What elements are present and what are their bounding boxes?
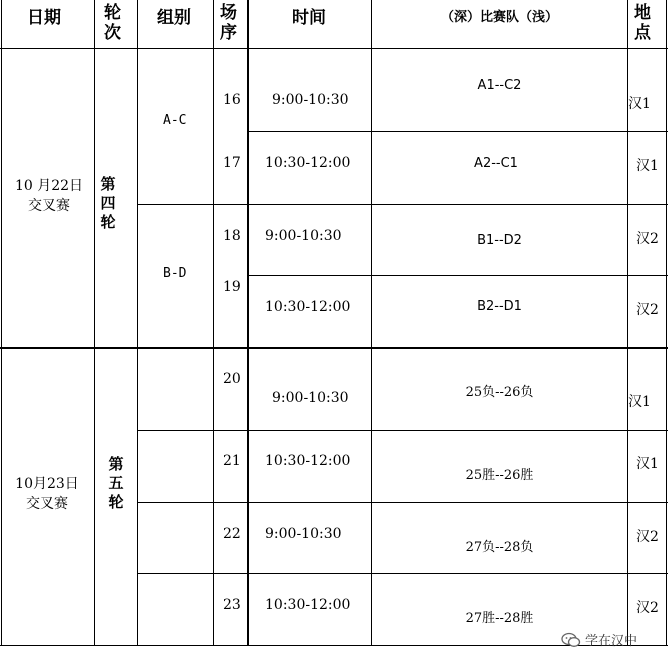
match-teams: 25负--26负: [465, 385, 534, 400]
match-time: 9:00-10:30: [265, 526, 342, 542]
header-time: 时间: [292, 8, 326, 28]
match-teams: A1--C2: [477, 78, 522, 93]
match-teams: A2--C1: [474, 156, 518, 171]
match-venue: 汉1: [636, 158, 659, 174]
match-venue: 汉1: [628, 394, 651, 410]
day-date-line2: 交叉赛: [28, 198, 70, 214]
match-venue: 汉1: [628, 96, 651, 112]
grid-line: [137, 0, 138, 646]
match-time: 10:30-12:00: [265, 597, 351, 613]
match-no: 18: [223, 228, 241, 244]
grid-line: [0, 347, 668, 349]
day-round: 第四轮: [100, 175, 116, 231]
match-venue: 汉2: [636, 231, 659, 247]
wechat-icon: [561, 632, 581, 648]
day-date: [2, 474, 92, 514]
match-time: 10:30-12:00: [265, 299, 351, 315]
match-teams: 27负--28负: [465, 540, 534, 555]
grid-line: [94, 0, 95, 646]
group-label: B-D: [163, 266, 187, 281]
match-teams: B1--D2: [477, 233, 522, 248]
match-venue: 汉2: [636, 600, 659, 616]
day-date: [4, 176, 94, 216]
grid-line: [137, 430, 668, 431]
day-date-line1: 10 月22日: [14, 178, 84, 194]
match-no: 23: [223, 597, 241, 613]
header-group: 组别: [157, 8, 191, 28]
watermark: [561, 630, 637, 649]
day-date-line1: 10月23日: [15, 476, 79, 492]
header-teams: （深）比赛队（浅）: [440, 10, 558, 25]
match-no: 20: [223, 371, 241, 387]
match-time: 9:00-10:30: [272, 390, 349, 406]
match-venue: 汉2: [636, 529, 659, 545]
day-date-line2: 交叉赛: [26, 496, 68, 512]
grid-line: [0, 48, 668, 49]
match-time: 9:00-10:30: [265, 228, 342, 244]
group-label: A-C: [163, 113, 187, 128]
match-venue: 汉1: [636, 456, 659, 472]
grid-line: [1, 0, 2, 646]
watermark-text: 学在汉中: [585, 634, 638, 649]
match-no: 22: [223, 526, 241, 542]
grid-line: [248, 131, 668, 132]
header-match-no: 场序: [220, 3, 237, 43]
grid-line: [137, 573, 668, 574]
match-no: 16: [223, 92, 241, 108]
match-teams: B2--D1: [477, 299, 522, 314]
grid-line: [137, 502, 668, 503]
header-venue: 地点: [634, 3, 651, 43]
match-venue: 汉2: [636, 302, 659, 318]
match-no: 19: [223, 279, 241, 295]
grid-line: [248, 275, 668, 276]
match-time: 9:00-10:30: [272, 92, 349, 108]
header-round: 轮次: [104, 3, 121, 43]
grid-line: [137, 204, 668, 205]
grid-line: [247, 0, 249, 646]
grid-line: [213, 0, 214, 646]
day-round: 第五轮: [108, 455, 124, 511]
match-no: 21: [223, 453, 241, 469]
header-date: 日期: [27, 8, 61, 28]
grid-line: [666, 0, 667, 646]
match-teams: 27胜--28胜: [465, 611, 534, 626]
match-time: 10:30-12:00: [265, 453, 351, 469]
match-teams: 25胜--26胜: [465, 468, 534, 483]
match-no: 17: [223, 155, 241, 171]
match-time: 10:30-12:00: [265, 155, 351, 171]
